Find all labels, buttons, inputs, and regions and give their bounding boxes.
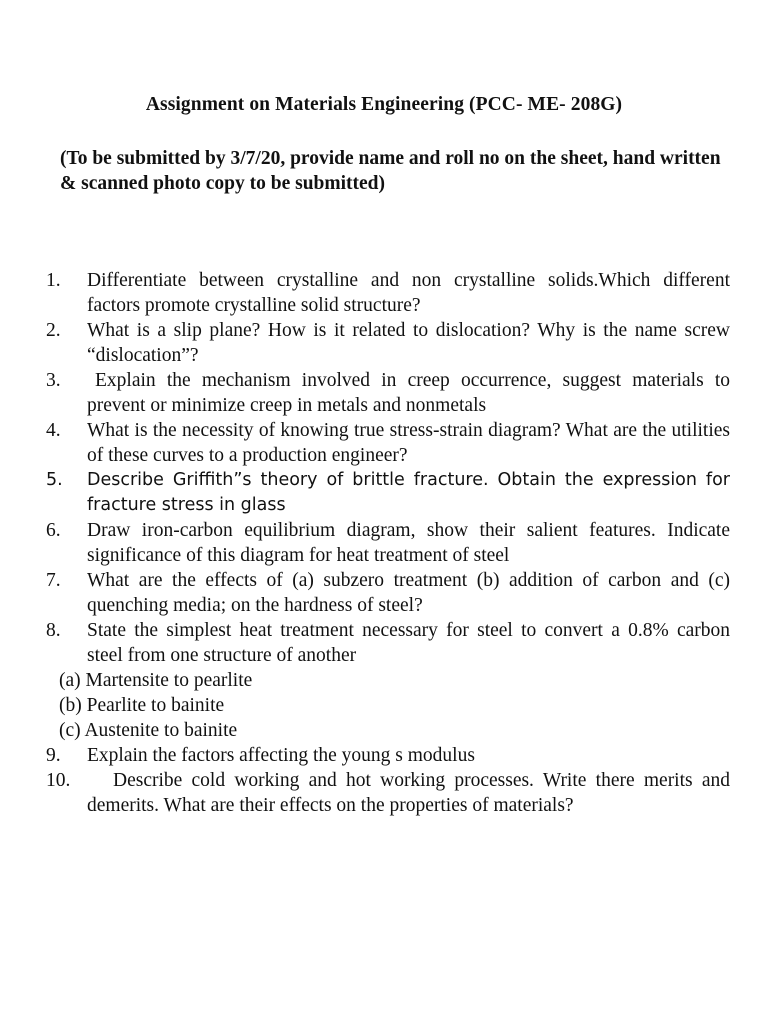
question-list <box>46 268 730 818</box>
question-number: 10. <box>46 770 71 791</box>
question-text: Describe Griffith”s theory of brittle fracture. Obtain the expression for fracture stress in glass <box>87 470 730 515</box>
question-text: Draw iron-carbon equilibrium diagram, show their salient features. Indicate significance of this diagram for heat treatment of steel <box>87 520 730 566</box>
question-text: Describe cold working and hot working processes. Write there merits and demerits. What are their effects on the properties of materials? <box>87 770 730 816</box>
question-number: 9. <box>46 745 61 766</box>
question-item <box>46 618 730 668</box>
question-item <box>46 768 730 818</box>
question-item <box>46 568 730 618</box>
question-item <box>46 468 730 518</box>
question-8-subitem: (c) Austenite to bainite <box>59 720 238 741</box>
question-number: 1. <box>46 270 61 291</box>
question-text: What are the effects of (a) subzero treatment (b) addition of carbon and (c) quenching media; on the hardness of steel? <box>87 570 730 616</box>
question-8-subitem: (b) Pearlite to bainite <box>59 695 225 716</box>
question-text: Explain the mechanism involved in creep occurrence, suggest materials to prevent or minimize creep in metals and nonmetals <box>87 370 730 416</box>
question-text: What is a slip plane? How is it related to dislocation? Why is the name screw “dislocation”? <box>87 320 730 366</box>
question-item <box>46 318 730 368</box>
document-title: Assignment on Materials Engineering (PCC- ME- 208G) <box>145 94 623 115</box>
submission-instructions: (To be submitted by 3/7/20, provide name and roll no on the sheet, hand written & scanned photo copy to be submitted) <box>60 148 721 194</box>
question-item <box>46 418 730 468</box>
question-text: State the simplest heat treatment necessary for steel to convert a 0.8% carbon steel from one structure of another <box>87 620 730 666</box>
question-item <box>46 368 730 418</box>
question-number: 4. <box>46 420 61 441</box>
question-8-subitem: (a) Martensite to pearlite <box>59 670 253 691</box>
question-item <box>46 743 730 768</box>
question-text: What is the necessity of knowing true stress-strain diagram? What are the utilities of these curves to a production engineer? <box>87 420 730 466</box>
question-number: 3. <box>46 370 61 391</box>
question-item <box>46 518 730 568</box>
question-text: Explain the factors affecting the young s modulus <box>87 745 475 766</box>
question-number: 6. <box>46 520 61 541</box>
question-number: 5. <box>46 470 63 490</box>
question-number: 2. <box>46 320 61 341</box>
question-item <box>46 268 730 318</box>
question-number: 7. <box>46 570 61 591</box>
question-number: 8. <box>46 620 61 641</box>
question-text: Differentiate between crystalline and non crystalline solids.Which different factors promote crystalline solid structure? <box>87 270 730 316</box>
